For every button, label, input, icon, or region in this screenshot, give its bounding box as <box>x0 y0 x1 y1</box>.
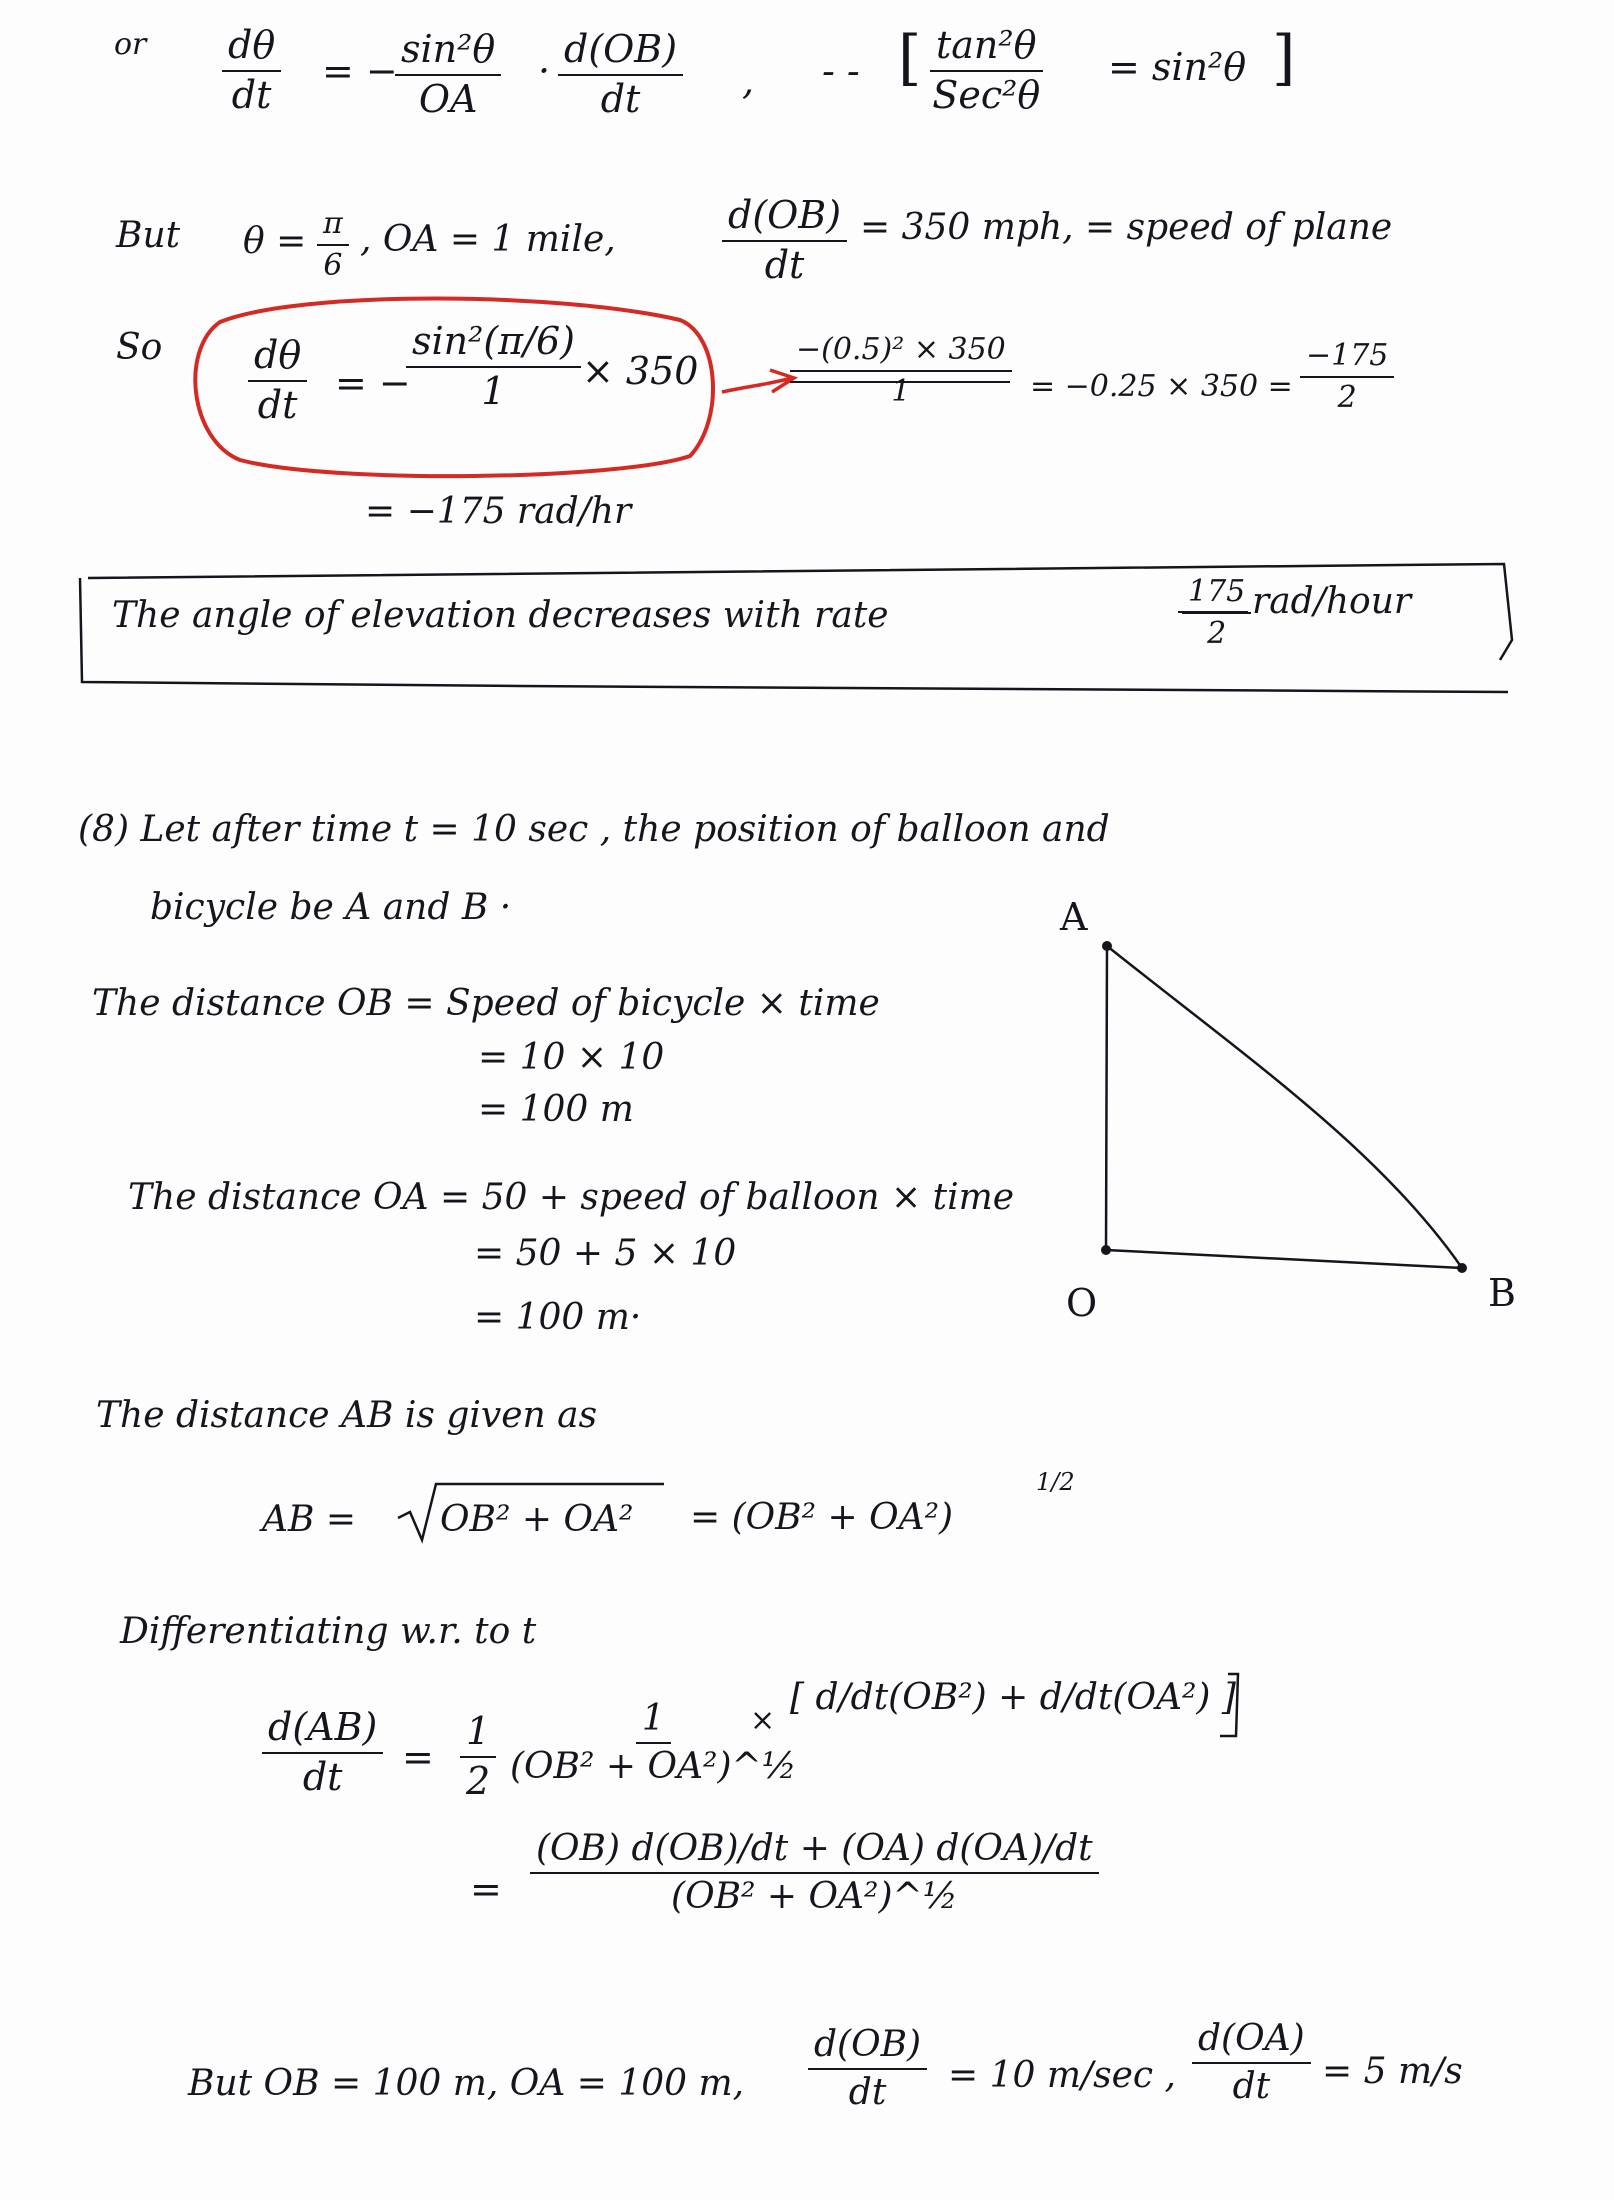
oa-one-mile: , OA = 1 mile, <box>360 219 616 260</box>
left-bracket: [ <box>898 23 922 93</box>
chain-rule-fraction: $\frac{(OB) d(OB)/dt + (OA) d(OA)/dt}{\text{(OB² + OA²)\textasciicircum{}½}}$ <box>530 1830 1099 1916</box>
given-values: But OB = 100 m, OA = 100 m, <box>188 2063 745 2104</box>
oa-definition: The distance OA = 50 + speed of balloon × time <box>128 1177 1015 1218</box>
dot: · <box>538 49 551 93</box>
balloon-speed: = 5 m/s <box>1322 2051 1463 2092</box>
inverse-root-fraction: $\frac{1}{\text{(OB² + OA²)\textasciicircum{}½}}$ <box>510 1698 797 1787</box>
conclusion-text: The angle of elevation decreases with rate <box>112 595 889 636</box>
triangle-side-oa <box>1106 946 1107 1250</box>
dtheta-dt-fraction-2: $\frac{d\theta}{dt}$ <box>248 336 307 426</box>
triangle-side-ob <box>1106 1250 1462 1268</box>
bicycle-speed: = 10 m/sec , <box>948 2055 1176 2096</box>
q8-line-2: bicycle be A and B · <box>150 887 512 928</box>
minus-175-over-2: $\frac{-175}{2}$ <box>1300 340 1394 413</box>
diagram-label-o: O <box>1066 1281 1098 1325</box>
theta-equals: θ = <box>243 221 307 262</box>
differentiating-label: Differentiating w.r. to t <box>120 1611 537 1652</box>
red-arrow <box>722 370 794 392</box>
ab-intro: The distance AB is given as <box>96 1395 598 1436</box>
175-over-2-fraction: $\frac{175}{2}$ <box>1182 576 1251 649</box>
dtheta-dt-fraction: $\frac{d\theta}{dt}$ <box>222 26 281 116</box>
q8-line-1: (8) Let after time t = 10 sec , the position of balloon and <box>78 809 1110 850</box>
ob-step-1: = 10 × 10 <box>478 1037 665 1078</box>
dab-dt-fraction: $\frac{d(AB)}{dt}$ <box>262 1708 383 1798</box>
deriv-bracket-stroke <box>1220 1674 1238 1736</box>
one-half-fraction: $\frac{1}{2}$ <box>460 1712 496 1802</box>
comma: , <box>742 59 755 103</box>
dob-dt-fraction-3: $\frac{d(OB)}{dt}$ <box>808 2026 927 2112</box>
tan2-sec2-fraction: tan²θ Sec²θ <box>930 26 1043 116</box>
ab-rhs: = (OB² + OA²) <box>690 1497 954 1538</box>
diagram-label-a: A <box>1060 895 1088 939</box>
but-label: But <box>116 215 181 256</box>
dob-dt-fraction-2: $\frac{d(OB)}{dt}$ <box>722 196 847 286</box>
deriv-equals-2: = <box>470 1867 502 1911</box>
so-label: So <box>116 327 163 368</box>
diagram-label-b: B <box>1488 1271 1516 1315</box>
deriv-bracket: [ d/dt(OB²) + d/dt(OA²) ] <box>790 1677 1236 1718</box>
sin2-identity: = sin²θ <box>1108 45 1247 89</box>
deriv-times: × <box>750 1703 776 1738</box>
triangle-hypotenuse-ab <box>1107 946 1462 1268</box>
oa-step-1: = 50 + 5 × 10 <box>474 1233 737 1274</box>
right-bracket: ] <box>1272 23 1296 93</box>
equals-minus: = − <box>322 49 398 93</box>
red-highlight-loop <box>195 299 713 477</box>
pi-over-6-fraction: $\frac{\pi}{6}$ <box>317 208 349 281</box>
ob-definition: The distance OB = Speed of bicycle × time <box>92 983 880 1024</box>
ab-lhs: AB = <box>262 1499 357 1540</box>
times-350: × 350 <box>582 349 699 393</box>
conclusion-box <box>80 564 1512 692</box>
margin-marker: or <box>114 27 147 62</box>
sqrt-sign <box>398 1484 664 1540</box>
speed-of-plane: = 350 mph, = speed of plane <box>860 207 1393 248</box>
deriv-equals-1: = <box>402 1735 434 1779</box>
sqrt-content: OB² + OA² <box>440 1499 634 1540</box>
point-a <box>1102 941 1112 951</box>
sin2-over-oa-fraction: $\frac{\text{sin²θ}}{OA}$ <box>395 30 501 120</box>
ob-step-2: = 100 m <box>478 1089 634 1130</box>
dashes: - - <box>822 49 860 93</box>
doa-dt-fraction: $\frac{d(OA)}{dt}$ <box>1192 2020 1311 2106</box>
equals-minus-2: = − <box>335 361 411 405</box>
minus-025-times-350: = −0.25 × 350 = <box>1030 369 1293 404</box>
point-b <box>1457 1263 1467 1273</box>
oa-step-2: = 100 m· <box>474 1297 642 1338</box>
ab-rhs-exponent: 1/2 <box>1036 1468 1075 1496</box>
rad-per-hour-unit: rad/hour <box>1252 581 1412 622</box>
sin2-pi6-fraction: $\frac{\text{sin²(π/6)}}{1}$ <box>406 322 581 412</box>
result-rad-per-hour: = −175 rad/hr <box>365 491 632 532</box>
dob-dt-fraction: $\frac{d(OB)}{dt}$ <box>558 30 683 120</box>
point-o <box>1101 1245 1111 1255</box>
half-squared-fraction: $\frac{\text{−(0.5)² × 350}}{1}$ <box>790 334 1012 407</box>
